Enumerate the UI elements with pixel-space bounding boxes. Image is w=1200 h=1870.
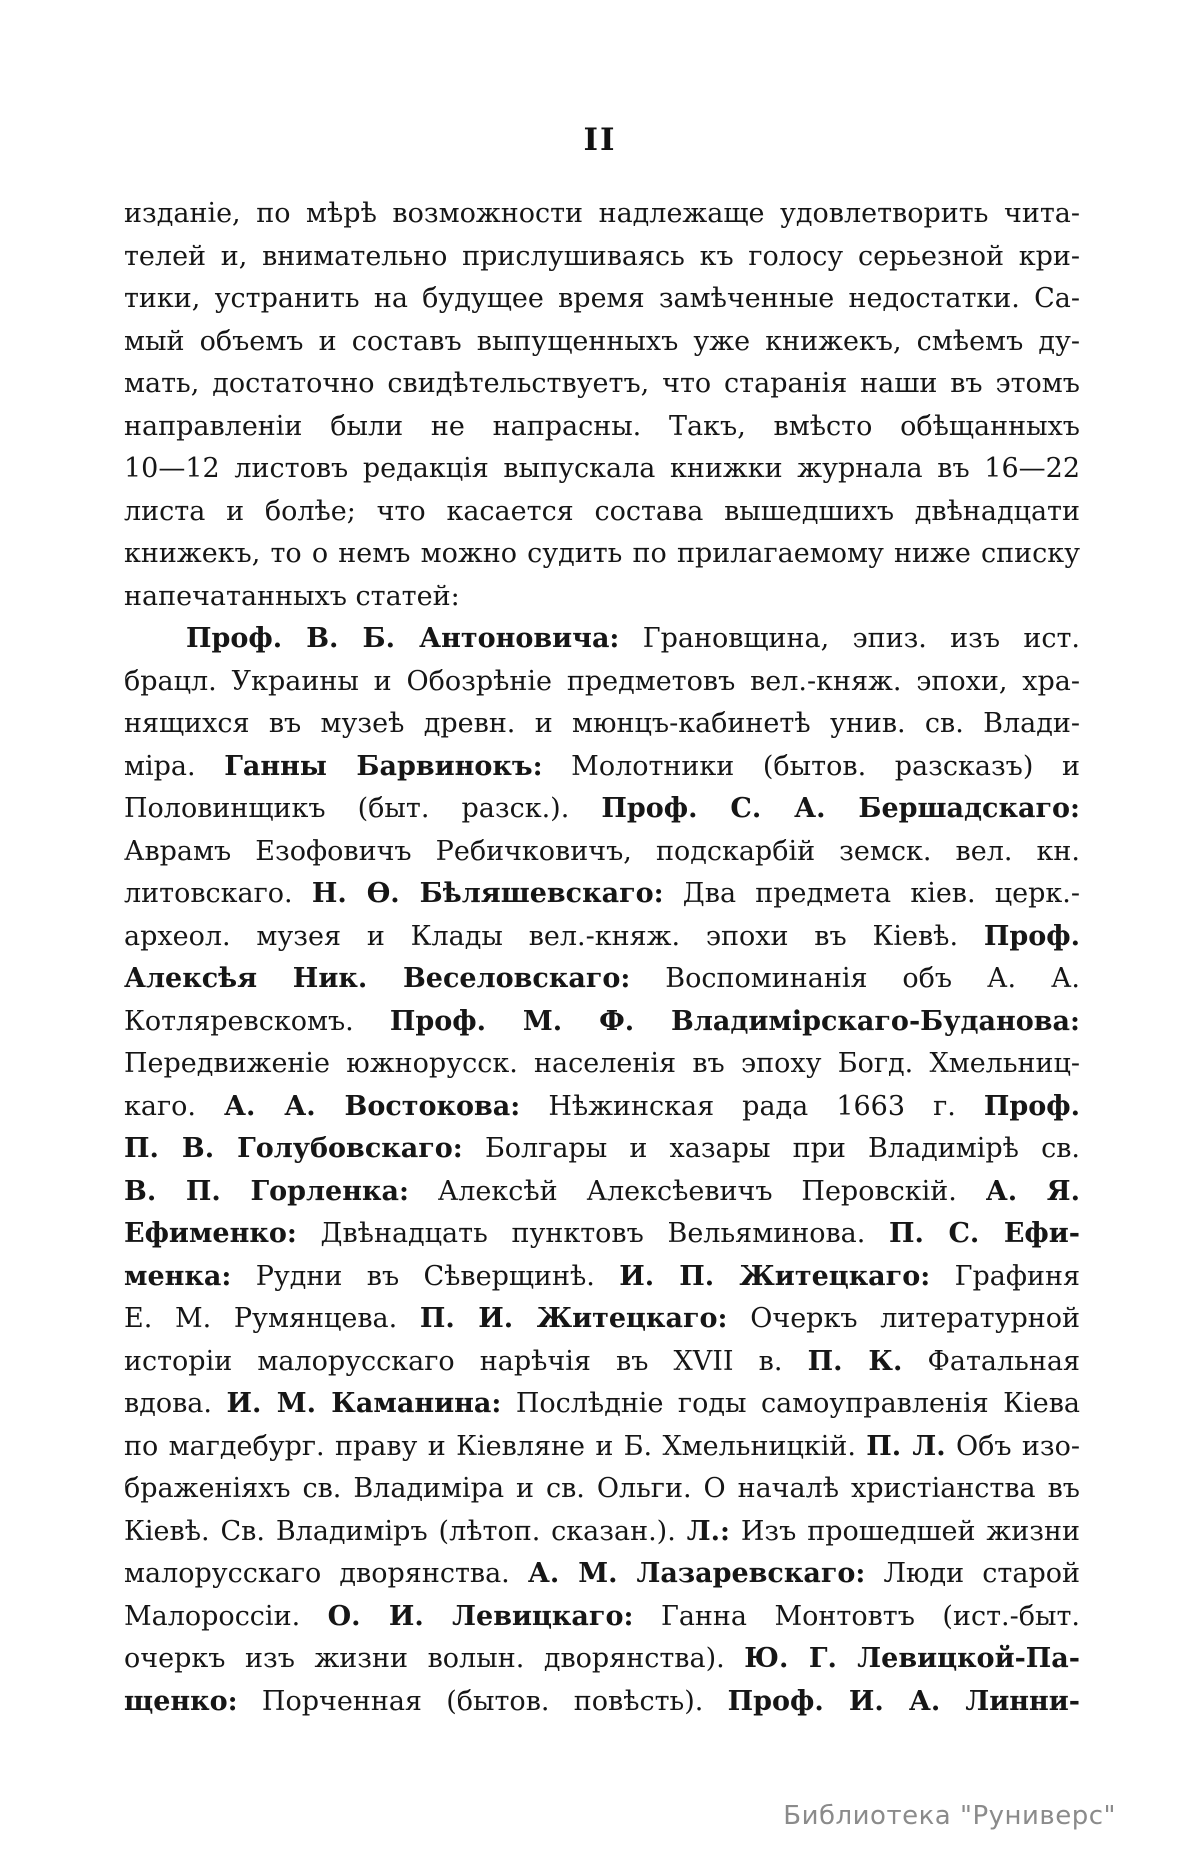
text-run: Порченная (бытов. повѣсть). — [237, 1685, 728, 1717]
author-name: Проф. С. А. Бершадскаго: — [601, 793, 1080, 824]
text-line — [124, 958, 1080, 1001]
text-run: направленіи были не напрасны. Такъ, вмѣсто обѣщанныхъ — [124, 410, 1080, 442]
author-name: И. П. Житецкаго: — [619, 1260, 931, 1292]
text-run: Передвиженіе южнорусск. населенія въ эпоху Богд. Хмельниц- — [124, 1048, 1080, 1079]
text-line — [124, 1553, 1080, 1596]
text-run: литовскаго. — [124, 878, 312, 909]
text-block — [124, 193, 1080, 1723]
text-run: напечатанныхъ статей: — [124, 580, 460, 612]
author-name: Ганны Барвинокъ: — [224, 750, 543, 782]
text-run: Очеркъ литературной — [727, 1303, 1080, 1334]
text-run: очеркъ изъ жизни волын. дворянства). — [124, 1643, 745, 1674]
author-name: щенко: — [124, 1685, 238, 1717]
text-line — [124, 1681, 1080, 1724]
author-name: П. К. — [807, 1345, 903, 1377]
text-run: Малороссіи. — [124, 1600, 328, 1632]
text-run: браженіяхъ св. Владиміра и св. Ольги. О началѣ христіанства въ — [124, 1473, 1080, 1504]
text-line — [124, 406, 1080, 449]
text-run: міра. — [124, 750, 225, 782]
author-name: Л.: — [686, 1515, 730, 1547]
text-line — [124, 1426, 1080, 1469]
text-line — [124, 703, 1080, 746]
text-line — [124, 321, 1080, 364]
text-run: Фатальная — [902, 1345, 1080, 1377]
text-run: книжекъ, то о немъ можно судить по прилагаемому ниже списку — [124, 538, 1080, 569]
text-run: Аврамъ Езофовичъ Ребичковичъ, подскарбій земск. вел. кн. — [124, 835, 1080, 867]
text-line — [124, 193, 1080, 236]
text-run: мать, достаточно свидѣтельствуетъ, что старанія наши въ этомъ — [124, 368, 1080, 399]
author-name: П. С. Ефи- — [889, 1218, 1080, 1249]
author-name: Проф. М. Ф. Владимірскаго-Буданова: — [389, 1005, 1080, 1037]
author-name: Н. Ѳ. Бѣляшевскаго: — [311, 878, 664, 909]
author-name: Проф. — [983, 920, 1080, 952]
author-name: Проф. — [983, 1090, 1080, 1122]
text-run: изданіе, по мѣрѣ возможности надлежаще удовлетворить чита- — [124, 198, 1080, 229]
text-line — [124, 1298, 1080, 1341]
author-name: В. П. Горленка: — [124, 1175, 409, 1207]
text-run: Котляревскомъ. — [124, 1005, 390, 1037]
text-line — [124, 1001, 1080, 1044]
author-name: Ефименко: — [124, 1218, 297, 1249]
text-line — [124, 873, 1080, 916]
library-watermark: Библиотека "Руниверс" — [783, 1801, 1116, 1831]
text-run: Двѣнадцать пунктовъ Вельяминова. — [296, 1218, 890, 1249]
text-run: Графиня — [930, 1260, 1080, 1292]
author-name: А. М. Лазаревскаго: — [527, 1558, 866, 1589]
text-run: Послѣдніе годы самоуправленія Кіева — [501, 1388, 1080, 1419]
text-line — [124, 1128, 1080, 1171]
text-run: Воспоминанія объ А. А. — [630, 963, 1080, 994]
text-run: Объ изо- — [945, 1430, 1080, 1462]
text-run: вдова. — [124, 1388, 227, 1419]
author-name: А. Я. — [985, 1175, 1080, 1207]
text-line — [124, 1171, 1080, 1214]
text-line — [124, 1468, 1080, 1511]
author-name: О. И. Левицкаго: — [327, 1600, 634, 1632]
text-line — [124, 1213, 1080, 1256]
text-line — [124, 1638, 1080, 1681]
text-line — [124, 363, 1080, 406]
text-line — [124, 236, 1080, 279]
text-line — [124, 916, 1080, 959]
text-run: Грановщина, эпиз. изъ ист. — [619, 623, 1080, 654]
text-line — [124, 278, 1080, 321]
text-line — [124, 1341, 1080, 1384]
author-name: Проф. В. Б. Антоновича: — [186, 623, 620, 654]
text-run: Молотники (бытов. разсказъ) и — [542, 750, 1080, 782]
text-line — [124, 1596, 1080, 1639]
author-name: А. А. Востокова: — [224, 1090, 521, 1122]
text-run: тики, устранить на будущее время замѣченные недостатки. Са- — [124, 283, 1080, 314]
text-run: Рудни въ Сѣверщинѣ. — [231, 1260, 620, 1292]
text-line — [124, 746, 1080, 789]
text-line — [124, 576, 1080, 619]
text-line — [124, 1043, 1080, 1086]
text-run: Болгары и хазары при Владимірѣ св. — [462, 1133, 1080, 1164]
author-name: П. И. Житецкаго: — [419, 1303, 728, 1334]
text-line — [124, 1383, 1080, 1426]
text-run: 10—12 листовъ редакція выпускала книжки журнала въ 16—22 — [124, 453, 1080, 484]
page-number: II — [583, 122, 617, 158]
author-name: П. В. Голубовскаго: — [124, 1133, 463, 1164]
author-name: П. Л. — [866, 1430, 946, 1462]
author-name: Проф. И. А. Линни- — [727, 1685, 1080, 1717]
text-line — [124, 831, 1080, 874]
text-run: мый объемъ и составъ выпущенныхъ уже книжекъ, смѣемъ ду- — [124, 325, 1080, 357]
text-run: Кіевѣ. Св. Владиміръ (лѣтоп. сказан.). — [124, 1515, 687, 1547]
text-line — [124, 788, 1080, 831]
text-run: Нѣжинская рада 1663 г. — [520, 1090, 984, 1122]
text-run: по магдебург. праву и Кіевляне и Б. Хмельницкій. — [124, 1430, 867, 1462]
text-line — [124, 491, 1080, 534]
text-run: Ганна Монтовтъ (ист.-быт. — [633, 1600, 1080, 1632]
text-run: Изъ прошедшей жизни — [729, 1515, 1080, 1547]
author-name: Алексѣя Ник. Веселовскаго: — [124, 963, 631, 994]
author-name: Ю. Г. Левицкой-Па- — [744, 1643, 1080, 1674]
text-run: телей и, внимательно прислушиваясь къ голосу серьезной кри- — [124, 240, 1080, 272]
text-run: нящихся въ музеѣ древн. и мюнцъ-кабинетѣ унив. св. Влади- — [124, 708, 1080, 739]
text-line — [124, 1511, 1080, 1554]
text-run: исторіи малорусскаго нарѣчія въ XVII в. — [124, 1345, 808, 1377]
text-run: Люди старой — [865, 1558, 1080, 1589]
author-name: И. М. Каманина: — [226, 1388, 502, 1419]
text-line — [124, 1256, 1080, 1299]
text-run: каго. — [124, 1090, 225, 1122]
text-run: археол. музея и Клады вел.-княж. эпохи въ Кіевѣ. — [124, 920, 984, 952]
text-run: Половинщикъ (быт. разск.). — [124, 793, 602, 824]
text-run: Два предмета кіев. церк.- — [663, 878, 1080, 909]
text-line — [124, 533, 1080, 576]
text-line — [124, 448, 1080, 491]
text-line — [124, 1086, 1080, 1129]
author-name: менка: — [124, 1260, 232, 1292]
text-line — [124, 661, 1080, 704]
text-line — [124, 618, 1080, 661]
text-run: листа и болѣе; что касается состава вышедшихъ двѣнадцати — [124, 495, 1080, 527]
text-run: малорусскаго дворянства. — [124, 1558, 528, 1589]
text-run: Алексѣй Алексѣевичъ Перовскій. — [408, 1175, 986, 1207]
text-run: брацл. Украины и Обозрѣніе предметовъ вел.-княж. эпохи, хра- — [124, 665, 1080, 697]
text-run: Е. М. Румянцева. — [124, 1303, 420, 1334]
